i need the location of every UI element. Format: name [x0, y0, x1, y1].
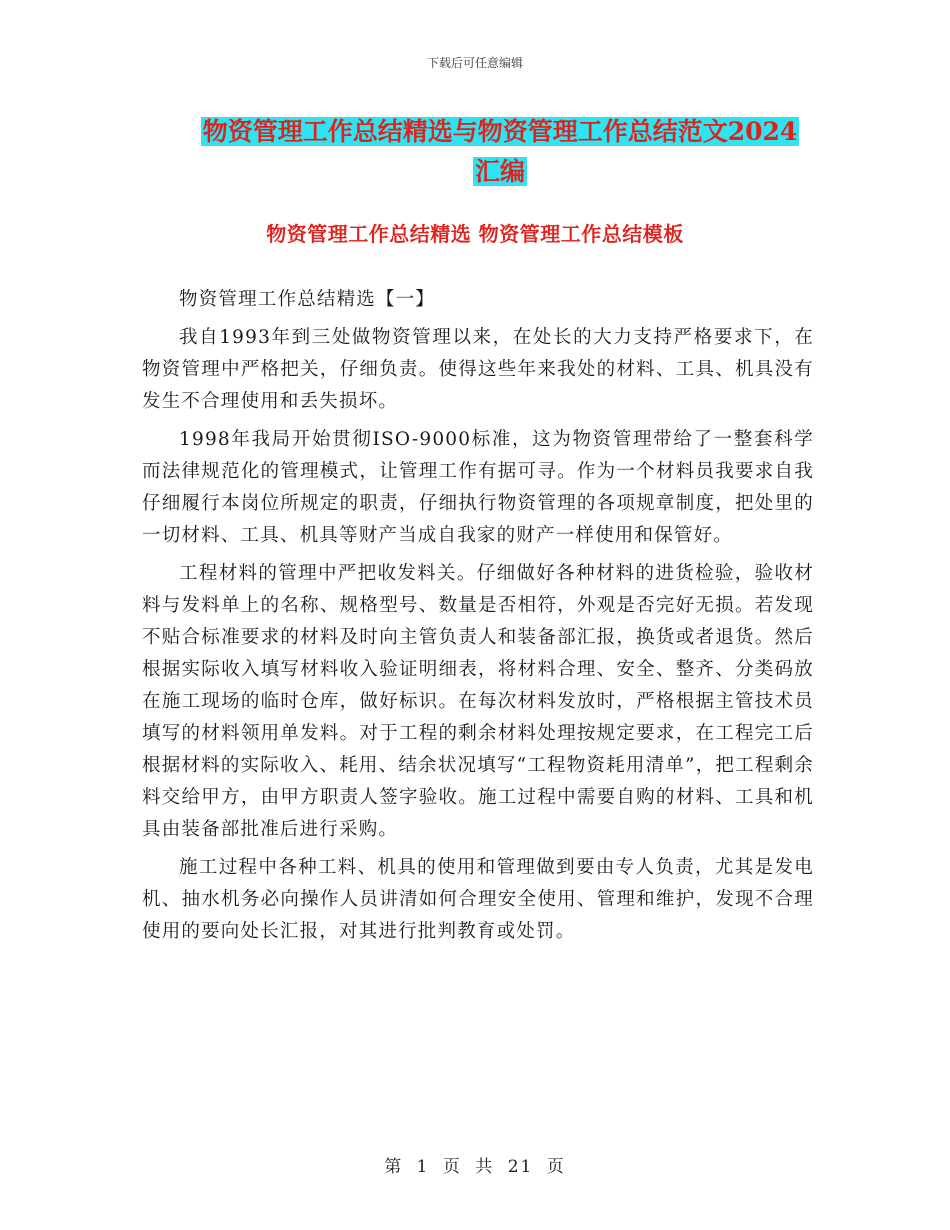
page-footer: 第 1 页 共 21 页 — [384, 1157, 566, 1177]
title-line-2: 汇编 — [474, 157, 525, 186]
title-line-1: 物资管理工作总结精选与物资管理工作总结范文2024 — [202, 117, 798, 146]
body-paragraph: 工程材料的管理中严把收发料关。仔细做好各种材料的进货检验，验收材料与发料单上的名称、规格型号、数量是否相符，外观是否完好无损。若发现不贴合标准要求的材料及时向主管负责人和装备部汇报，换货或者退货。然后根据实际收入填写材料收入验证明细表，将材料合理、安全、整齐、分类码放在施工现场的临时仓库，做好标识。在每次材料发放时，严格根据主管技术员填写的材料领用单发料。对于工程的剩余材料处理按规定要求，在工程完工后根据材料的实际收入、耗用、结余状况填写“工程物资耗用清单”，把工程剩余料交给甲方，由甲方职责人签字验收。施工过程中需要自购的材料、工具和机具由装备部批准后进行采购。 — [142, 563, 814, 840]
header-note: 下载后可任意编辑 — [426, 56, 523, 70]
body-paragraph: 1998年我局开始贯彻ISO-9000标准，这为物资管理带给了一整套科学而法律规范化的管理模式，让管理工作有据可寻。作为一个材料员我要求自我仔细履行本岗位所规定的职责，仔细执行物资管理的各项规章制度，把处里的一切材料、工具、机具等财产当成自我家的财产一样使用和保管好。 — [142, 429, 814, 546]
body-paragraph: 我自1993年到三处做物资管理以来，在处长的大力支持严格要求下，在物资管理中严格把关，仔细负责。使得这些年来我处的材料、工具、机具没有发生不合理使用和丢失损坏。 — [142, 327, 814, 412]
section-label: 物资管理工作总结精选【一】 — [179, 289, 436, 310]
document-body — [142, 284, 814, 954]
document-title — [140, 112, 860, 192]
document-subtitle: 物资管理工作总结精选 物资管理工作总结模板 — [266, 222, 684, 246]
body-paragraph: 施工过程中各种工料、机具的使用和管理做到要由专人负责，尤其是发电机、抽水机务必向操作人员讲清如何合理安全使用、管理和维护，发现不合理使用的要向处长汇报，对其进行批判教育或处罚。 — [142, 857, 814, 942]
